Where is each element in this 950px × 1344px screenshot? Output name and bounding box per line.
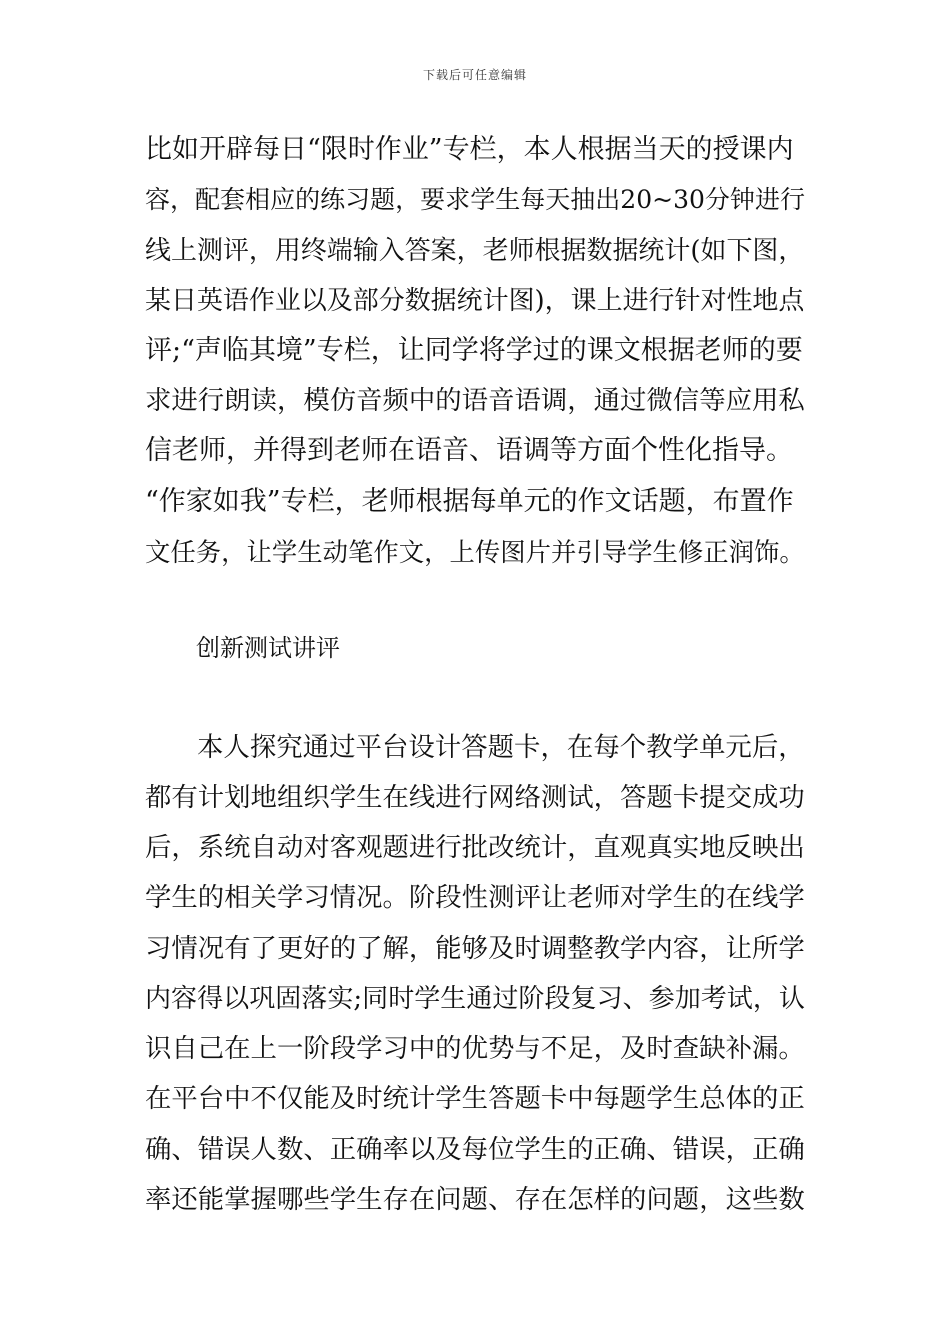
paragraph-line: 求进行朗读，模仿音频中的语音语调，通过微信等应用私 [145, 385, 805, 416]
paragraph-line: 都有计划地组织学生在线进行网络测试，答题卡提交成功 [145, 782, 805, 813]
paragraph-line: 比如开辟每日“限时作业”专栏，本人根据当天的授课内 [145, 134, 794, 165]
page-header: 下载后可任意编辑 [422, 68, 527, 82]
section-heading: 创新测试讲评 [196, 634, 340, 662]
paragraph-line: 评;“声临其境”专栏，让同学将学过的课文根据老师的要 [145, 335, 803, 366]
paragraph-line: 信老师，并得到老师在语音、语调等方面个性化指导。 [145, 435, 793, 466]
paragraph-line: 某日英语作业以及部分数据统计图)，课上进行针对性地点 [145, 286, 805, 316]
paragraph-line: 识自己在上一阶段学习中的优势与不足，及时查缺补漏。 [145, 1033, 805, 1064]
paragraph-line: 学生的相关学习情况。阶段性测评让老师对学生的在线学 [145, 882, 805, 913]
paragraph-line: 容，配套相应的练习题，要求学生每天抽出20~30分钟进行 [145, 185, 805, 214]
paragraph-line: “作家如我”专栏，老师根据每单元的作文话题，布置作 [145, 486, 794, 517]
paragraph-line: 习情况有了更好的了解，能够及时调整教学内容，让所学 [145, 933, 805, 964]
paragraph-line: 在平台中不仅能及时统计学生答题卡中每题学生总体的正 [145, 1083, 805, 1114]
paragraph-line: 率还能掌握哪些学生存在问题、存在怎样的问题，这些数 [145, 1184, 805, 1215]
paragraph-line: 文任务，让学生动笔作文，上传图片并引导学生修正润饰。 [145, 537, 805, 567]
paragraph-line: 后，系统自动对客观题进行批改统计，直观真实地反映出 [145, 832, 805, 863]
paragraph-line: 确、错误人数、正确率以及每位学生的正确、错误，正确 [145, 1134, 805, 1165]
paragraph-line: 线上测评，用终端输入答案，老师根据数据统计(如下图， [145, 236, 805, 266]
paragraph-line: 内容得以巩固落实;同时学生通过阶段复习、参加考试，认 [145, 984, 805, 1014]
paragraph-line: 本人探究通过平台设计答题卡，在每个教学单元后， [197, 732, 805, 763]
